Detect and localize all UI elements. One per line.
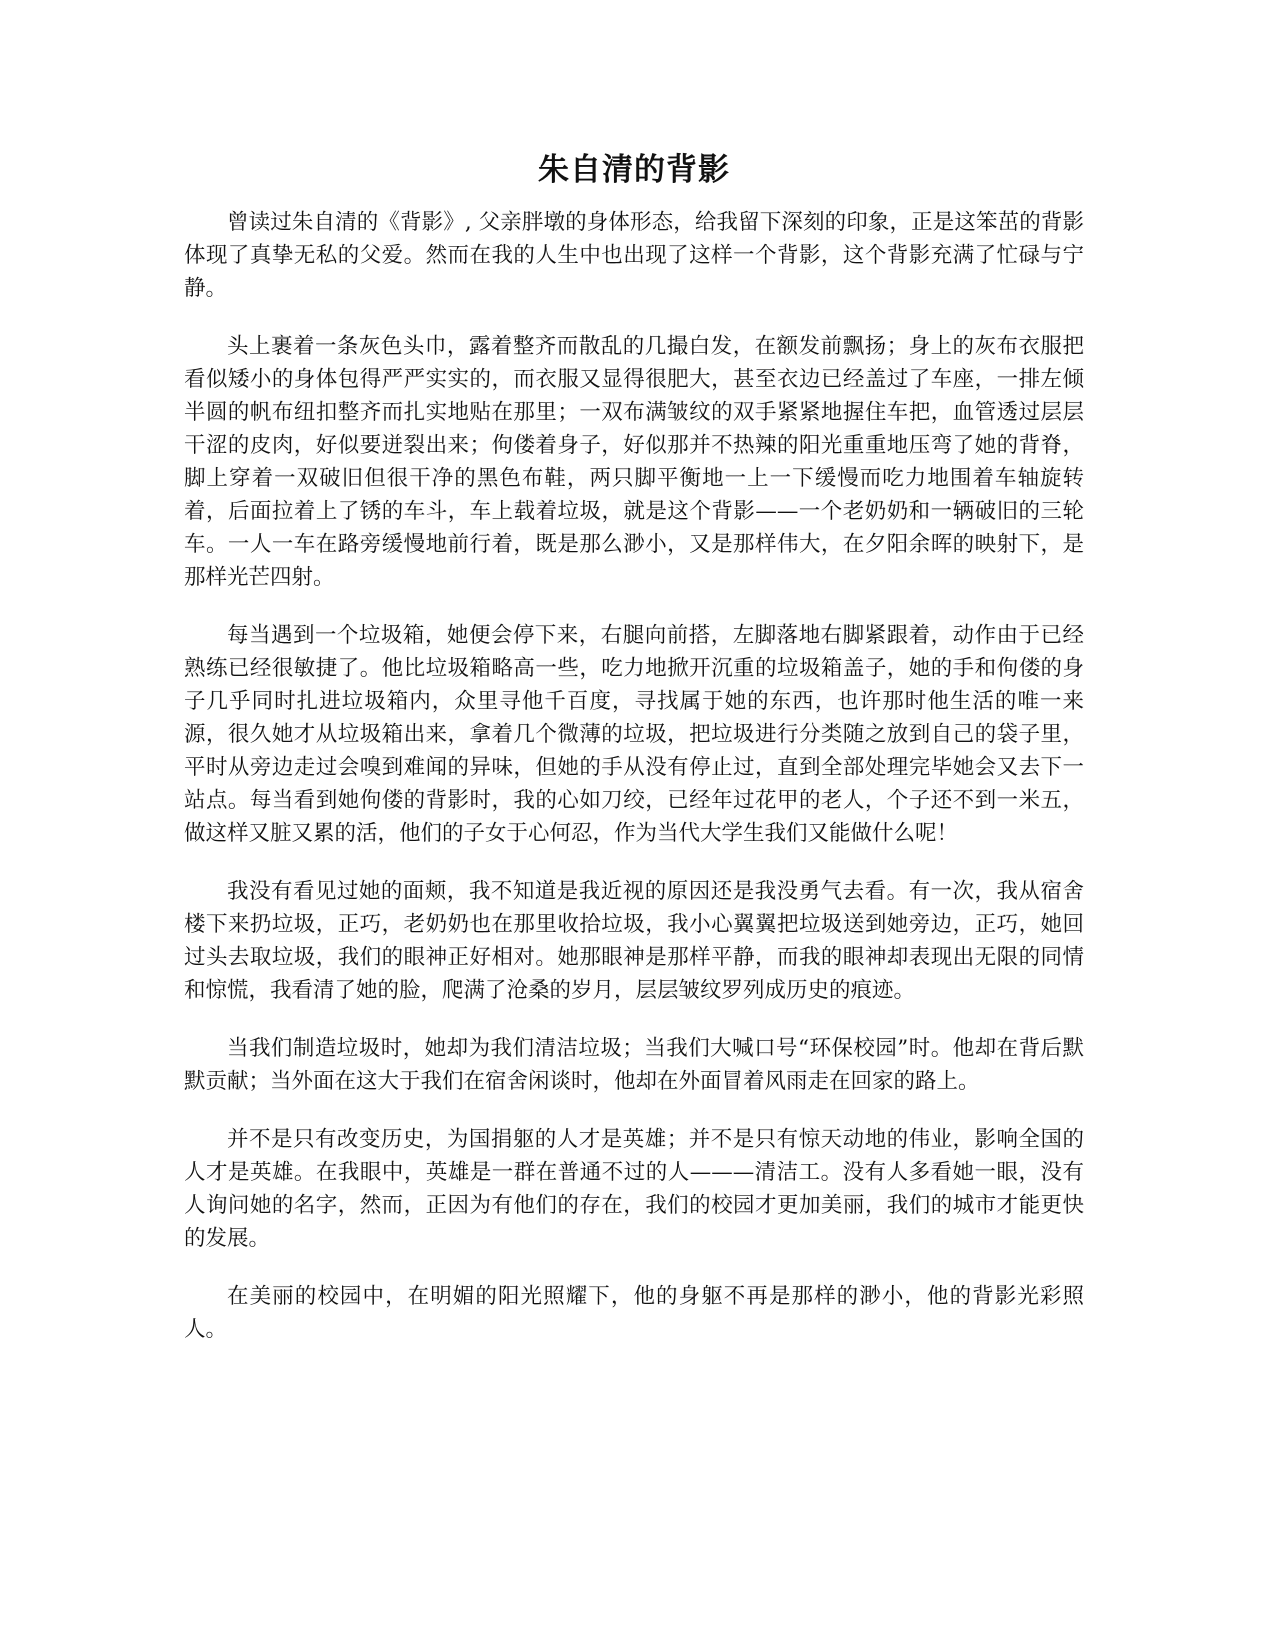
- document-page: [184, 148, 1084, 1371]
- paragraph-6: 并不是只有改变历史，为国捐躯的人才是英雄；并不是只有惊天动地的伟业，影响全国的人才是英雄。在我眼中，英雄是一群在普通不过的人———清洁工。没有人多看她一眼，没有人询问她的名字，然而，正因为有他们的存在，我们的校园才更加美丽，我们的城市才能更快的发展。: [184, 1127, 1084, 1251]
- paragraph-4: 我没有看见过她的面颊，我不知道是我近视的原因还是我没勇气去看。有一次，我从宿舍楼下来扔垃圾，正巧，老奶奶也在那里收拾垃圾，我小心翼翼把垃圾送到她旁边，正巧，她回过头去取垃圾，我们的眼神正好相对。她那眼神是那样平静，而我的眼神却表现出无限的同情和惊慌，我看清了她的脸，爬满了沧桑的岁月，层层皱纹罗列成历史的痕迹。: [184, 879, 1084, 1003]
- paragraph-5: 当我们制造垃圾时，她却为我们清洁垃圾；当我们大喊口号“环保校园”时。他却在背后默默贡献；当外面在这大于我们在宿舍闲谈时，他却在外面冒着风雨走在回家的路上。: [184, 1036, 1084, 1094]
- paragraph-3: 每当遇到一个垃圾箱，她便会停下来，右腿向前搭，左脚落地右脚紧跟着，动作由于已经熟练已经很敏捷了。他比垃圾箱略高一些，吃力地掀开沉重的垃圾箱盖子，她的手和佝偻的身子几乎同时扎进垃圾箱内，众里寻他千百度，寻找属于她的东西，也许那时他生活的唯一来源，很久她才从垃圾箱出来，拿着几个微薄的垃圾，把垃圾进行分类随之放到自己的袋子里，平时从旁边走过会嗅到难闻的异味，但她的手从没有停止过，直到全部处理完毕她会又去下一站点。每当看到她佝偻的背影时，我的心如刀绞，已经年过花甲的老人，个子还不到一米五，做这样又脏又累的活，他们的子女于心何忍，作为当代大学生我们又能做什么呢！: [184, 623, 1084, 846]
- paragraph-2: 头上裹着一条灰色头巾，露着整齐而散乱的几撮白发，在额发前飘扬；身上的灰布衣服把看似矮小的身体包得严严实实的，而衣服又显得很肥大，甚至衣边已经盖过了车座，一排左倾半圆的帆布纽扣整齐而扎实地贴在那里；一双布满皱纹的双手紧紧地握住车把，血管透过层层干涩的皮肉，好似要迸裂出来；佝偻着身子，好似那并不热辣的阳光重重地压弯了她的背脊，脚上穿着一双破旧但很干净的黑色布鞋，两只脚平衡地一上一下缓慢而吃力地围着车轴旋转着，后面拉着上了锈的车斗，车上载着垃圾，就是这个背影——一个老奶奶和一辆破旧的三轮车。一人一车在路旁缓慢地前行着，既是那么渺小，又是那样伟大，在夕阳余晖的映射下，是那样光芒四射。: [184, 334, 1084, 590]
- paragraph-7: 在美丽的校园中，在明媚的阳光照耀下，他的身躯不再是那样的渺小，他的背影光彩照人。: [184, 1284, 1084, 1342]
- document-title: 朱自清的背影: [538, 152, 730, 188]
- paragraph-1: 曾读过朱自清的《背影》, 父亲胖墩的身体形态，给我留下深刻的印象，正是这笨茁的背影体现了真挚无私的父爱。然而在我的人生中也出现了这样一个背影，这个背影充满了忙碌与宁静。: [184, 210, 1084, 301]
